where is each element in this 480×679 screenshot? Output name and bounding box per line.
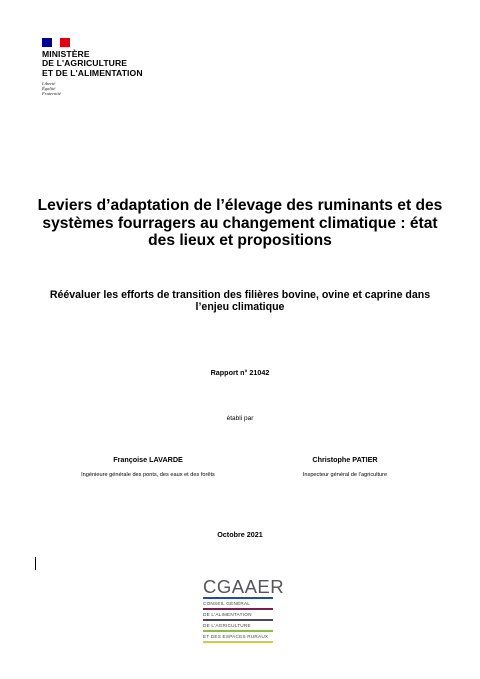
ministry-line: MINISTÈRE — [42, 49, 90, 59]
logo-bar — [203, 608, 273, 610]
author-block — [48, 455, 248, 478]
text-cursor — [35, 557, 36, 570]
author-name: Christophe PATIER — [312, 455, 378, 464]
marianne-flag-logo — [42, 38, 70, 47]
logo-bar — [203, 597, 273, 599]
republic-motto — [42, 81, 61, 96]
ministry-line: ET DE L'ALIMENTATION — [42, 67, 143, 78]
cgaaer-logo-name: CGAAER — [203, 576, 285, 597]
flag-red-band — [60, 38, 70, 47]
logo-line: CONSEIL GÉNÉRAL — [203, 601, 251, 606]
motto-line: Fraternité — [42, 91, 61, 96]
author-role: Inspecteur général de l’agriculture — [302, 472, 388, 478]
flag-white-band — [52, 38, 60, 47]
ministry-name — [42, 50, 143, 78]
logo-bar — [203, 630, 273, 632]
report-number: Rapport n° 21042 — [210, 368, 270, 377]
logo-line: DE L'AGRICULTURE — [203, 623, 251, 628]
motto-line: Égalité — [42, 86, 56, 91]
document-subtitle: Réévaluer les efforts de transition des filières bovine, ovine et caprine dans l’enjeu climatique — [49, 289, 431, 313]
author-role: Ingénieure générale des ponts, des eaux et des forêts — [81, 472, 215, 478]
author-block — [250, 455, 440, 478]
motto-line: Liberté — [42, 81, 56, 86]
ministry-line: DE L'AGRICULTURE — [42, 58, 128, 69]
logo-line: ET DES ESPACES RURAUX — [203, 634, 269, 639]
established-by: établi par — [226, 415, 254, 422]
logo-line: DE L'ALIMENTATION — [203, 612, 252, 617]
document-title: Leviers d’adaptation de l’élevage des ruminants et des systèmes fourragers au changement climatique : état des lieux et propositions — [37, 197, 443, 250]
logo-bar — [203, 619, 273, 621]
logo-bar — [203, 641, 273, 643]
cgaaer-logo — [203, 578, 283, 645]
flag-blue-band — [42, 38, 52, 47]
report-date: Octobre 2021 — [217, 530, 263, 539]
author-name: Françoise LAVARDE — [113, 455, 183, 464]
